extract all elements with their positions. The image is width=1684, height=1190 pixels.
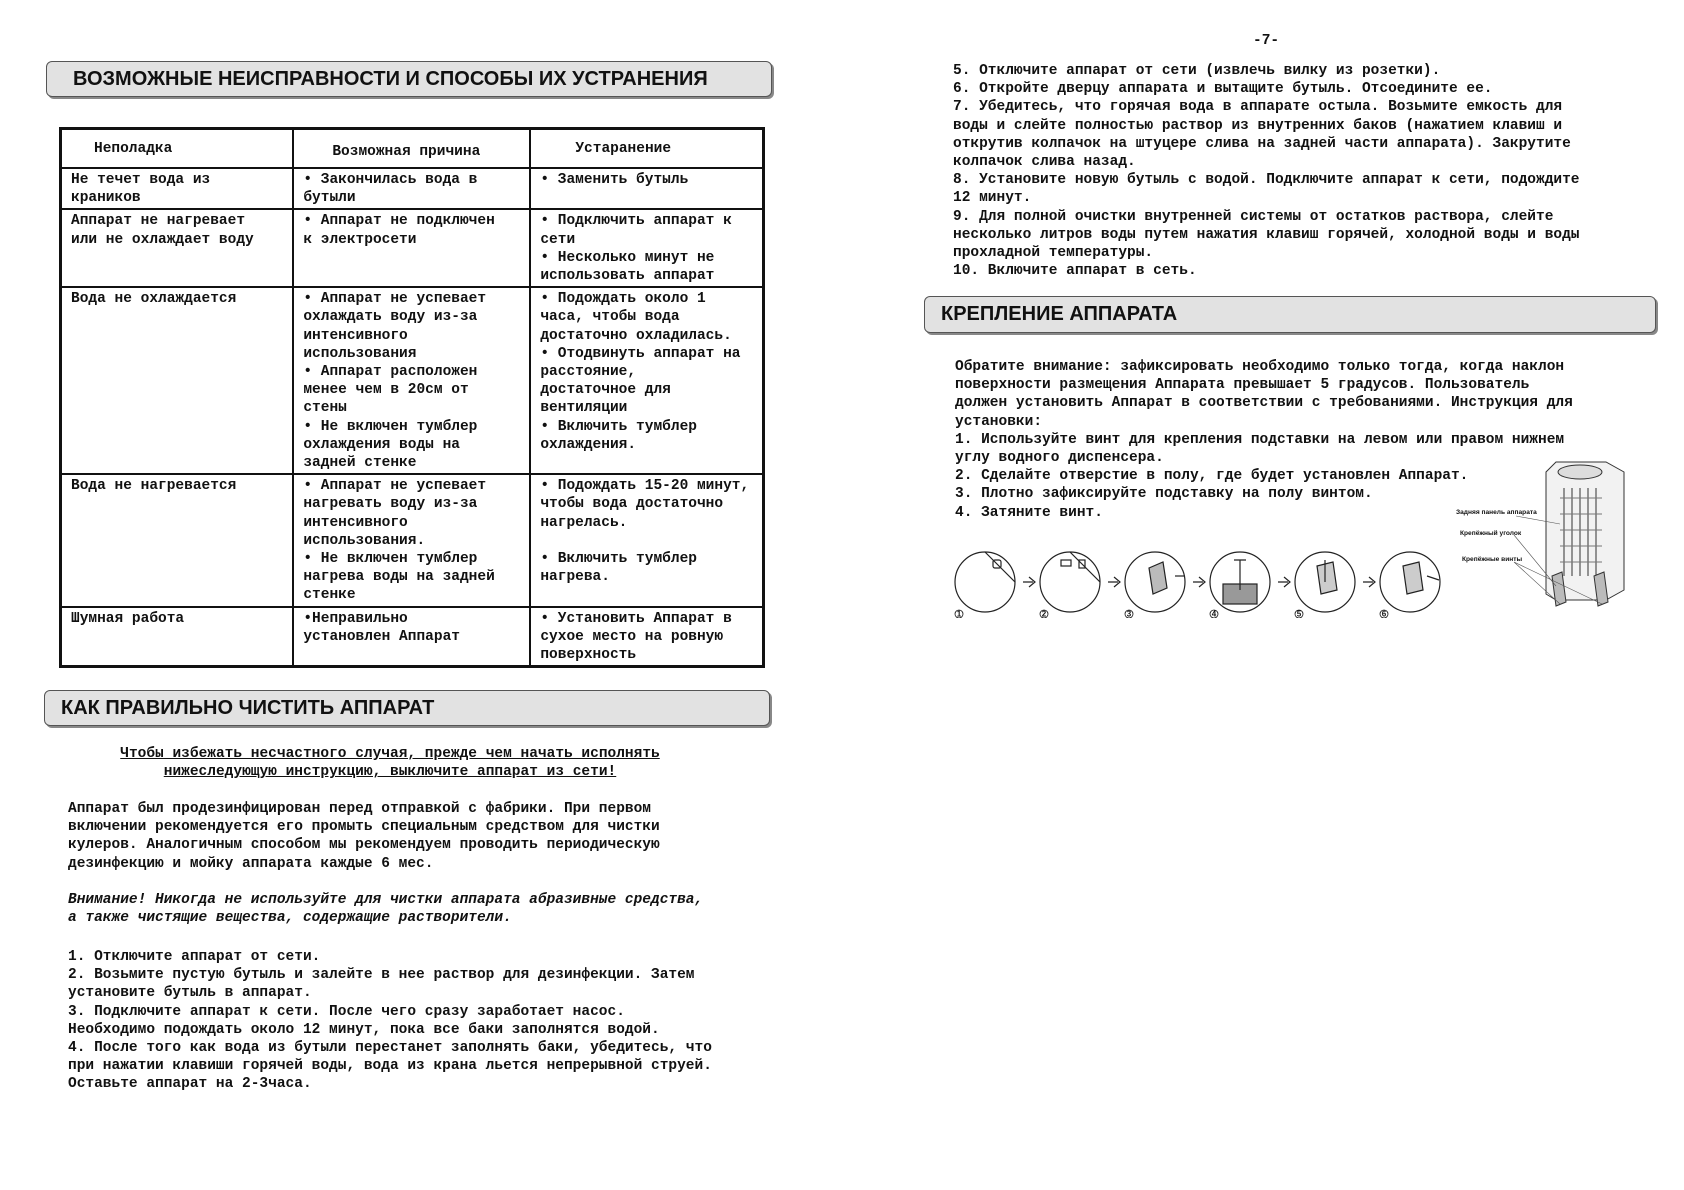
step-number: 1 (956, 609, 962, 618)
cause-cell: • Аппарат не подключен к электросети (293, 209, 530, 287)
diagram-label-rear-panel: Задняя панель аппарата (1456, 509, 1537, 516)
mounting-text: Обратите внимание: зафиксировать необходимо только тогда, когда наклон поверхности размещения Аппарата превышает 5 градусов. Пользователь должен установить Аппарат в соответствии с требованиями. Инструкция для установки: 1. Используйте винт для крепления подставки на левом или правом нижнем углу водного диспенсера. 2. Сделайте отверстие в полу, где будет установлен Аппарат. 3. Плотно зафиксируйте подставку на полу винтом. 4. Затяните винт. (955, 359, 1573, 521)
step-number: 5 (1296, 609, 1302, 618)
fault-cell: Аппарат не нагревает или не охлаждает воду (61, 209, 294, 287)
troubleshooting-heading-text: ВОЗМОЖНЫЕ НЕИСПРАВНОСТИ И СПОСОБЫ ИХ УСТРАНЕНИЯ (73, 67, 708, 90)
table-header-row (61, 129, 764, 169)
arrow-icon (1108, 577, 1120, 587)
step-number: 2 (1041, 609, 1047, 618)
table-row (61, 168, 764, 209)
step-2-icon (1040, 552, 1100, 612)
fix-cell: • Подключить аппарат к сети • Несколько минут не использовать аппарат (530, 209, 763, 287)
step-number: 6 (1381, 609, 1387, 618)
column-header-cause: Возможная причина (293, 129, 530, 169)
fix-cell: • Подождать 15-20 минут, чтобы вода достаточно нагрелась. • Включить тумблер нагрева. (530, 474, 763, 606)
cleaning-steps-left: 1. Отключите аппарат от сети. 2. Возьмите пустую бутыль и залейте в нее раствор для дезинфекции. Затем установите бутыль в аппарат. 3. Подключите аппарат к сети. После чего сразу заработает насос. Необходимо подождать около 12 минут, пока все баки заполнятся водой. 4. После того как вода из бутыли перестанет заполнять баки, убедитесь, что при нажатии клавиши горячей воды, вода из крана льется непрерывной струей. Оставьте аппарат на 2-3часа. (68, 949, 712, 1093)
page-number: -7- (1253, 33, 1280, 49)
fault-cell: Не течет вода из краников (61, 168, 294, 209)
cause-cell: •Неправильно установлен Аппарат (293, 607, 530, 667)
table-row (61, 474, 764, 606)
dispenser-illustration (1456, 458, 1626, 618)
cause-cell: • Аппарат не успевает нагревать воду из-за интенсивного использования. • Не включен тумблер нагрева воды на задней стенке (293, 474, 530, 606)
fault-cell: Вода не нагревается (61, 474, 294, 606)
fix-cell: • Установить Аппарат в сухое место на ровную поверхность (530, 607, 763, 667)
troubleshooting-table (59, 127, 765, 668)
arrow-icon (1363, 577, 1375, 587)
fault-cell: Шумная работа (61, 607, 294, 667)
cleaning-heading-text: КАК ПРАВИЛЬНО ЧИСТИТЬ АППАРАТ (61, 696, 435, 719)
arrow-icon (1278, 577, 1290, 587)
diagram-label-bracket: Крепёжный уголок (1460, 530, 1522, 537)
cleaning-intro: Аппарат был продезинфицирован перед отправкой с фабрики. При первом включении рекомендуется его промыть специальным средством для чистки кулеров. Аналогичным способом мы рекомендуем проводить периодическую дезинфекцию и мойку аппарата каждые 6 мес. (68, 801, 660, 872)
fault-cell: Вода не охлаждается (61, 287, 294, 474)
table-row (61, 607, 764, 667)
arrow-icon (1193, 577, 1205, 587)
fix-cell: • Подождать около 1 часа, чтобы вода достаточно охладилась. • Отодвинуть аппарат на расстояние, достаточное для вентиляции • Включить тумблер охлаждения. (530, 287, 763, 474)
cleaning-attention: Внимание! Никогда не используйте для чистки аппарата абразивные средства, а также чистящие вещества, содержащие растворители. (68, 892, 704, 927)
diagram-label-screws: Крепёжные винты (1462, 556, 1523, 563)
cleaning-heading (44, 690, 770, 726)
fix-cell: • Заменить бутыль (530, 168, 763, 209)
cleaning-warning: Чтобы избежать несчастного случая, прежде чем начать исполнять нижеследующую инструкцию, выключите аппарат из сети! (120, 746, 660, 781)
cleaning-steps-right: 5. Отключите аппарат от сети (извлечь вилку из розетки). 6. Откройте дверцу аппарата и вытащите бутыль. Отсоедините ее. 7. Убедитесь, что горячая вода в аппарате остыла. Возьмите емкость для воды и слейте полностью раствор из внутренних баков (нажатием клавиш и открутив колпачок на штуцере слива на задней части аппарата). Закрутите колпачок слива назад. 8. Установите новую бутыль с водой. Подключите аппарат к сети, подождите 12 минут. 9. Для полной очистки внутренней системы от остатков раствора, слейте несколько литров воды путем нажатия клавиш горячей, холодной воды и воды прохладной температуры. 10. Включите аппарат в сеть. (953, 63, 1580, 280)
cause-cell: • Аппарат не успевает охлаждать воду из-за интенсивного использования • Аппарат расположен менее чем в 20см от стены • Не включен тумблер охлаждения воды на задней стенке (293, 287, 530, 474)
step-number: 4 (1211, 609, 1217, 618)
table-row (61, 209, 764, 287)
mounting-steps-diagram (953, 546, 1453, 618)
mounting-heading (924, 296, 1656, 333)
column-header-fault: Неполадка (61, 129, 294, 169)
table-row (61, 287, 764, 474)
column-header-fix: Устаранение (530, 129, 763, 169)
step-1-icon (955, 552, 1015, 612)
cause-cell: • Закончилась вода в бутыли (293, 168, 530, 209)
mounting-heading-text: КРЕПЛЕНИЕ АППАРАТА (941, 303, 1178, 325)
troubleshooting-heading (46, 61, 772, 97)
arrow-icon (1023, 577, 1035, 587)
step-number: 3 (1126, 609, 1132, 618)
